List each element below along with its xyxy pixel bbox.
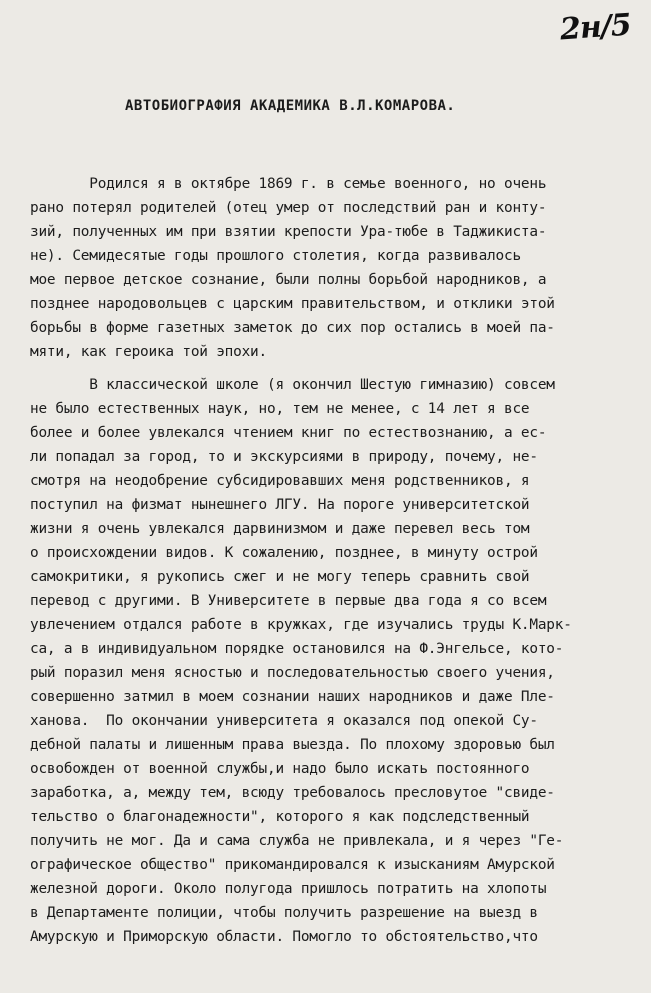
text-line: перевод с другими. В Университете в первые два года я со всем — [30, 593, 547, 609]
text-line: жизни я очень увлекался дарвинизмом и даже перевел весь том — [30, 521, 530, 537]
archive-handwritten-mark: 2н/5 — [558, 7, 632, 48]
text-line: в Департаменте полиции, чтобы получить разрешение на выезд в — [30, 905, 538, 921]
text-line: зий, полученных им при взятии крепости Ура-тюбе в Таджикиста- — [30, 224, 547, 240]
text-line: получить не мог. Да и сама служба не привлекала, и я через "Ге- — [30, 833, 564, 849]
text-line: ли попадал за город, то и экскурсиями в природу, почему, не- — [30, 449, 538, 465]
text-line: освобожден от военной службы,и надо было искать постоянного — [30, 761, 530, 777]
text-line: самокритики, я рукопись сжег и не могу теперь сравнить свой — [30, 569, 530, 585]
text-line: ографическое общество" прикомандировался к изысканиям Амурской — [30, 857, 555, 873]
document-body — [30, 172, 642, 949]
text-line: рый поразил меня ясностью и последовательностью своего учения, — [30, 665, 555, 681]
paragraph-2 — [30, 373, 642, 949]
text-line: поступил на физмат нынешнего ЛГУ. На пороге университетской — [30, 497, 530, 513]
text-line: В классической школе (я окончил Шестую гимназию) совсем — [30, 377, 555, 393]
text-line: Амурскую и Приморскую области. Помогло то обстоятельство,что — [30, 929, 538, 945]
text-line: железной дороги. Около полугода пришлось потратить на хлопоты — [30, 881, 547, 897]
text-line: рано потерял родителей (отец умер от последствий ран и конту- — [30, 200, 547, 216]
text-line: совершенно затмил в моем сознании наших народников и даже Пле- — [30, 689, 555, 705]
text-line: заработка, а, между тем, всюду требовалось пресловутое "свиде- — [30, 785, 555, 801]
text-line: не). Семидесятые годы прошлого столетия, когда развивалось — [30, 248, 521, 264]
text-line: Родился я в октябре 1869 г. в семье военного, но очень — [30, 176, 547, 192]
text-line: более и более увлекался чтением книг по естествознанию, а ес- — [30, 425, 547, 441]
text-line: позднее народовольцев с царским правительством, и отклики этой — [30, 296, 555, 312]
text-line: мое первое детское сознание, были полны борьбой народников, а — [30, 272, 547, 288]
text-line: ханова. По окончании университета я оказался под опекой Су- — [30, 713, 538, 729]
text-line: борьбы в форме газетных заметок до сих пор остались в моей па- — [30, 320, 555, 336]
text-line: увлечением отдался работе в кружках, где изучались труды К.Марк- — [30, 617, 572, 633]
text-line: дебной палаты и лишенным права выезда. По плохому здоровью был — [30, 737, 555, 753]
document-title: АВТОБИОГРАФИЯ АКАДЕМИКА В.Л.КОМАРОВА. — [125, 98, 456, 114]
text-line: о происхождении видов. К сожалению, позднее, в минуту острой — [30, 545, 538, 561]
text-line: тельство о благонадежности", которого я как подследственный — [30, 809, 530, 825]
text-line: мяти, как героика той эпохи. — [30, 344, 267, 360]
text-line: не было естественных наук, но, тем не менее, с 14 лет я все — [30, 401, 530, 417]
text-line: са, а в индивидуальном порядке остановился на Ф.Энгельсе, кото- — [30, 641, 564, 657]
paragraph-1 — [30, 172, 642, 364]
text-line: смотря на неодобрение субсидировавших меня родственников, я — [30, 473, 530, 489]
paragraph-gap — [30, 364, 642, 373]
